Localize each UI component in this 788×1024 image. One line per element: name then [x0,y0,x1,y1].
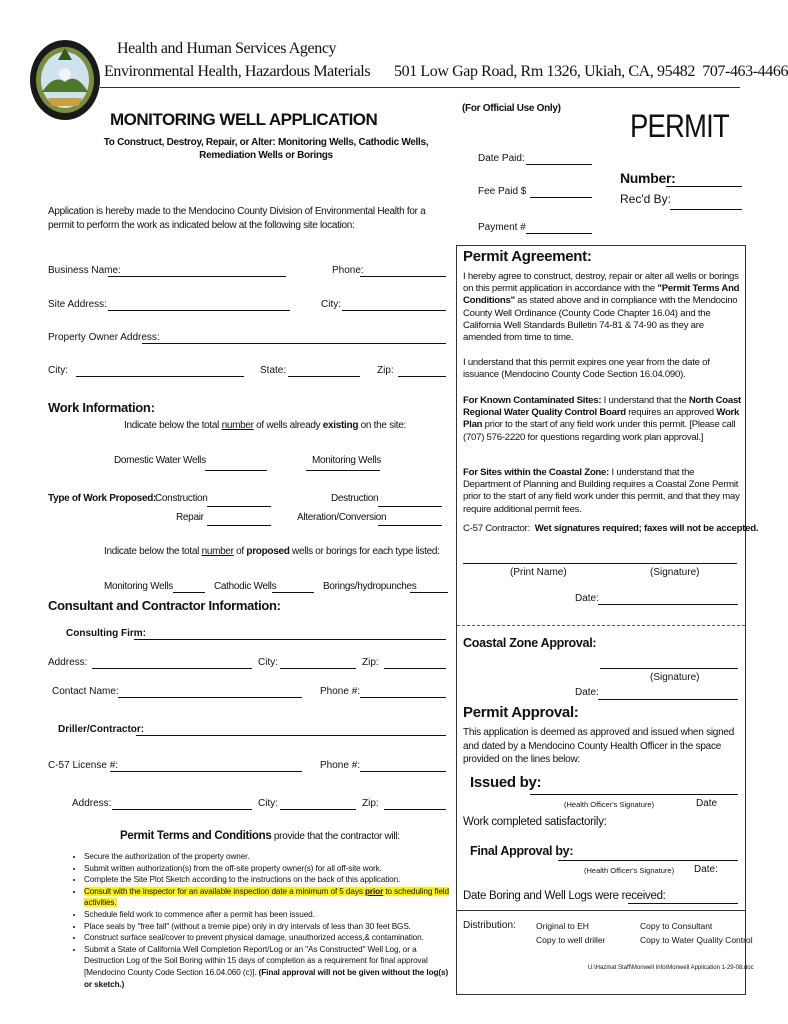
proposed-cathodic-label: Cathodic Wells [214,581,277,592]
driller-address-field[interactable] [112,809,252,810]
approval-text: This application is deemed as approved and issued when signed and dated by a Mendocino County Health Officer in the space provided on the lines below: [463,727,735,765]
header-rule [100,87,740,88]
p3-b3: Work Plan [463,407,740,431]
proposed-mid: of [233,546,247,557]
logs-received-field[interactable] [628,903,738,904]
p3-d: prior to the start of any field work under this permit. [Please call (707) 576-2220 for questions regarding work plan approval.] [463,419,736,443]
license-field[interactable] [110,771,302,772]
driller-address-label: Address: [72,798,112,809]
county-seal [28,36,102,122]
terms-heading-row [120,830,400,842]
date-paid-label: Date Paid: [478,153,525,164]
term-4-prior: prior [365,886,384,896]
proposed-post: wells or borings for each type listed: [289,546,440,557]
existing-wells-instruction [124,420,406,431]
existing-pre: Indicate below the total [124,420,222,431]
site-city-label: City: [321,299,341,310]
seal-icon [28,36,102,122]
final-approval-field[interactable] [558,860,738,861]
destruction-field[interactable] [378,506,442,507]
intro-text: Application is hereby made to the Mendocino County Division of Environmental Health for a permit to perform the work as indicated below at the following site location: [48,206,426,231]
work-info-heading: Work Information: [48,400,155,415]
consulting-firm-label: Consulting Firm: [66,628,146,639]
agreement-p1-pre: I hereby agree to construct, destroy, repair or alter all wells or borings on this permit application in accordance with the [463,271,739,295]
driller-city-field[interactable] [280,809,356,810]
p3-b1: For Known Contaminated Sites: [463,395,602,406]
coastal-divider [457,625,745,626]
consultant-city-field[interactable] [280,668,356,669]
agreement-heading: Permit Agreement: [463,248,592,265]
proposed-borings-label: Borings/hydropunches [323,581,417,592]
site-phone-field[interactable] [360,276,446,277]
owner-city-label: City: [48,365,68,376]
payment-field[interactable] [526,233,592,234]
repair-field[interactable] [207,525,271,526]
permit-number-label: Number: [620,170,676,186]
p3-c: requires an approved [625,407,717,419]
issued-date-label: Date [696,798,718,809]
contact-name-field[interactable] [118,697,302,698]
owner-zip-label: Zip: [377,365,394,376]
recd-by-field[interactable] [670,209,742,210]
existing-bold: existing [322,420,359,431]
dist-copy-driller: Copy to well driller [536,935,606,945]
proposed-borings-field[interactable] [410,592,448,593]
coastal-date-field[interactable] [598,699,738,700]
division-name: Environmental Health, Hazardous Materials [104,63,371,80]
proposed-bold: proposed [246,546,290,557]
agreement-paragraph-4 [463,467,742,516]
consultant-address-label: Address: [48,657,88,668]
final-officer-sig-label: (Health Officer's Signature) [584,866,675,875]
consultant-zip-field[interactable] [384,668,446,669]
term-8-text: Submit a State of California Well Completion Report/Log or an "As Constructed" Well Log, or a Destruction Log of the Soil Boring within 15 days of completion as a requirement for final approval [Mendocino County Code Section 16.04.060 (c)]. [84,944,428,977]
destruction-label: Destruction [331,493,379,504]
proposed-pre: Indicate below the total [104,546,202,557]
permit-number-field[interactable] [666,186,742,187]
alteration-label: Alteration/Conversion [297,512,387,523]
proposed-number: number [201,546,234,557]
file-path: U:\Hazmat Staff\Monwell Info\Monwell Application 1-29-08.doc [588,965,754,971]
c57-line [463,523,759,535]
site-address-label: Site Address: [48,299,107,310]
term-item-last [84,944,450,990]
agreement-p1-post: as stated above and in compliance with the Mendocino County Well Ordinance (County Code Chapter 16.04) and the California Well Standards Bulletin 74-81 & 74-90 as they are amended from time to time. [463,295,738,344]
payment-label: Payment # [478,222,526,233]
site-address-field[interactable] [108,310,290,311]
business-name-label: Business Name: [48,265,121,276]
proposed-monitoring-field[interactable] [173,592,205,593]
consulting-firm-field[interactable] [134,639,446,640]
existing-post: on the site: [358,420,406,431]
monitoring-wells-existing-label: Monitoring Wells [312,455,381,466]
print-name-label: (Print Name) [510,567,567,578]
driller-city-label: City: [258,798,278,809]
p3-a: I understand that the [601,395,689,406]
consultant-address-field[interactable] [92,668,252,669]
construction-label: Construction [155,493,208,504]
p4-b: For Sites within the Coastal Zone: [463,467,610,478]
proposed-cathodic-field[interactable] [272,592,314,593]
p4-text: I understand that the Department of Planning and Building requires a Coastal Zone Permit prior to the start of any field work under this permit, and that they may require additional permit fees. [463,467,740,515]
dist-original-eh: Original to EH [536,921,589,931]
permit-title: PERMIT [630,108,729,144]
dist-copy-consultant: Copy to Consultant [640,921,713,931]
owner-city-field[interactable] [76,376,244,377]
issued-officer-sig-label: (Health Officer's Signature) [564,800,655,809]
page-title: MONITORING WELL APPLICATION [110,110,378,129]
agreement-paragraph-2: I understand that this permit expires one year from the date of issuance (Mendocino County Code Section 16.04.090). [463,357,710,381]
term-item-highlighted [84,886,450,909]
repair-label: Repair [176,512,204,523]
coastal-heading: Coastal Zone Approval: [463,636,597,650]
domestic-wells-label: Domestic Water Wells [114,455,206,466]
date-paid-field[interactable] [526,164,592,165]
proposed-wells-instruction [104,546,440,557]
office-address [394,63,788,81]
owner-address-field[interactable] [142,343,446,344]
issued-by-field[interactable] [530,794,738,795]
driller-zip-field[interactable] [384,809,446,810]
business-name-field[interactable] [108,276,286,277]
term-item: • Construct surface seal/cover to prevent physical damage, unauthorized access,& contamination. [84,932,450,944]
alteration-field[interactable] [378,525,442,526]
site-city-field[interactable] [342,310,446,311]
existing-mid: of wells already [253,420,323,431]
owner-state-field[interactable] [288,376,360,377]
proposed-monitoring-label: Monitoring Wells [104,581,173,592]
term-8-bold: (Final approval will not be given without the log(s) or sketch.) [84,967,449,989]
driller-field[interactable] [136,735,446,736]
term-4-post: to scheduling field activities. [84,886,449,908]
coastal-date-label: Date: [575,687,599,698]
final-approval-label: Final Approval by: [470,844,574,858]
logs-divider [457,910,745,911]
term-item: • Place seals by "free fall" (without a tremie pipe) only in dry intervals of less than 30 feet BGS. [84,921,450,933]
fee-paid-label: Fee Paid $ [478,186,527,197]
contact-name-label: Contact Name: [52,686,119,697]
page-subtitle: To Construct, Destroy, Repair, or Alter: Monitoring Wells, Cathodic Wells, Remediation Wells or Borings [103,137,429,161]
coastal-signature-label: (Signature) [650,672,700,683]
term-item: • Secure the authorization of the property owner. [84,851,450,863]
c57-bold: Wet signatures required; faxes will not be accepted. [534,523,759,534]
final-date-label: Date: [694,864,718,875]
agency-name: Health and Human Services Agency [117,40,337,57]
agreement-paragraph-3 [463,395,742,444]
existing-number: number [221,420,254,431]
recd-by-label: Rec'd By: [620,192,671,206]
consultant-zip-label: Zip: [362,657,379,668]
driller-zip-label: Zip: [362,798,379,809]
terms-heading: Permit Terms and Conditions [120,830,272,842]
distribution-label: Distribution: [463,920,516,931]
signature-label: (Signature) [650,567,700,578]
license-label: C-57 License #: [48,760,119,771]
approval-heading: Permit Approval: [463,704,579,721]
consultant-heading: Consultant and Contractor Information: [48,598,281,613]
agreement-date-field[interactable] [598,604,738,605]
agreement-paragraph-1 [463,271,742,344]
phone-text: 707-463-4466 [702,63,788,80]
driller-label: Driller/Contractor: [58,724,145,735]
construction-field[interactable] [207,506,271,507]
owner-state-label: State: [260,365,287,376]
driller-phone-label: Phone #: [320,760,361,771]
agreement-date-label: Date: [575,593,599,604]
issued-by-label: Issued by: [470,774,542,791]
terms-heading-post: provide that the contractor will: [271,831,400,842]
term-4-text: Consult with the inspector for an available inspection date a minimum of 5 days [84,886,365,896]
contact-phone-label: Phone #: [320,686,361,697]
domestic-wells-field[interactable] [205,470,267,471]
contractor-signature-field[interactable] [463,563,737,564]
owner-address-label: Property Owner Address: [48,332,160,343]
logs-received-label: Date Boring and Well Logs were received: [463,890,666,902]
terms-list [70,851,450,990]
term-item: • Complete the Site Plot Sketch according to the instructions on the back of this application. [84,874,450,886]
monitoring-wells-existing-field[interactable] [306,470,380,471]
owner-zip-field[interactable] [398,376,446,377]
agreement-p1-bold: "Permit Terms And Conditions" [463,283,740,307]
consultant-city-label: City: [258,657,278,668]
address-text: 501 Low Gap Road, Rm 1326, Ukiah, CA, 95482 [394,63,696,80]
term-item: • Submit written authorization(s) from the off-site property owner(s) for all off-site work. [84,863,450,875]
work-completed-label: Work completed satisfactorily: [463,816,607,828]
coastal-signature-field[interactable] [600,668,738,669]
term-item: • Schedule field work to commence after a permit has been issued. [84,909,450,921]
official-use-label: (For Official Use Only) [462,103,561,114]
fee-paid-field[interactable] [530,197,592,198]
p3-b2: North Coast Regional Water Quality Control Board [463,395,742,419]
c57-label: C-57 Contractor: [463,523,530,534]
dist-copy-water-quality: Copy to Water Quality Control [640,935,753,945]
site-phone-label: Phone: [332,265,364,276]
driller-phone-field[interactable] [360,771,446,772]
type-of-work-label: Type of Work Proposed: [48,493,157,504]
contact-phone-field[interactable] [360,697,446,698]
